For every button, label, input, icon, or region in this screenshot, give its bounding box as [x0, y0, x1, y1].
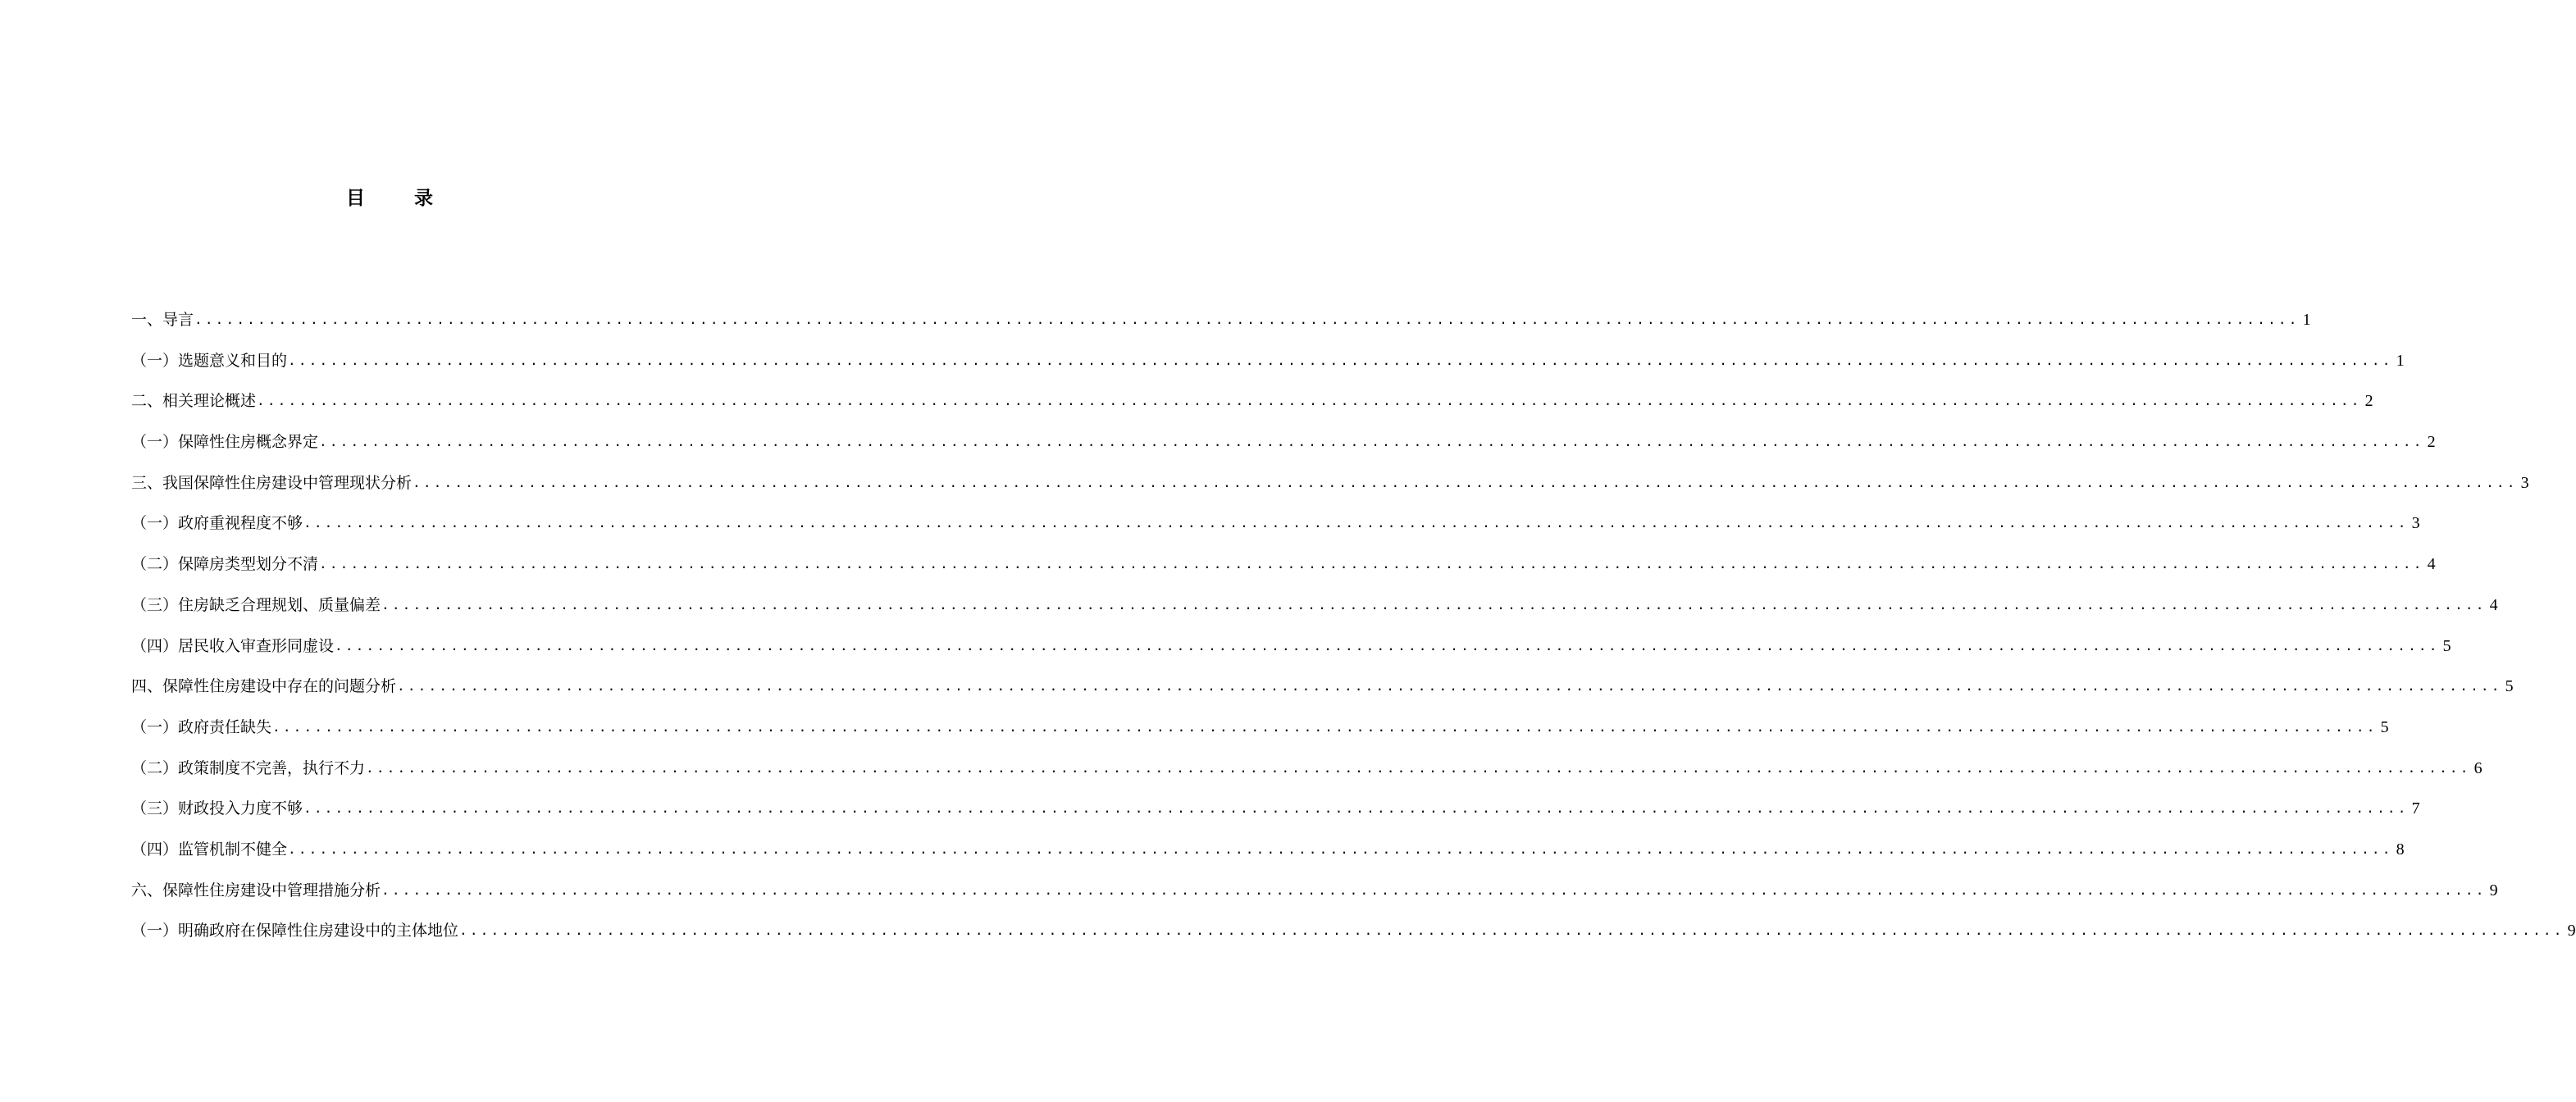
- toc-entry-page: 8: [2396, 840, 2405, 858]
- toc-entry-label: 四、保障性住房建设中存在的问题分析: [131, 677, 397, 696]
- toc-list: [131, 305, 2576, 957]
- toc-entry-page: 7: [2411, 799, 2420, 818]
- toc-entry[interactable]: [131, 835, 2405, 876]
- toc-entry-label: 六、保障性住房建设中管理措施分析: [131, 881, 381, 899]
- toc-entry-label: （一）选题意义和目的: [131, 351, 288, 370]
- toc-leader-dots: ........................................................................................................................................................................................................: [397, 678, 2502, 694]
- toc-entry-page: 1: [2302, 311, 2311, 329]
- toc-entry-page: 2: [2364, 392, 2373, 411]
- toc-entry[interactable]: [131, 876, 2498, 917]
- toc-entry-page: 4: [2427, 555, 2436, 574]
- toc-entry-label: （三）住房缺乏合理规划、质量偏差: [131, 595, 381, 614]
- toc-leader-dots: ........................................................................................................................................................................................................: [319, 556, 2424, 572]
- toc-leader-dots: ........................................................................................................................................................................................................: [257, 393, 2362, 409]
- toc-entry-page: 4: [2489, 595, 2498, 614]
- toc-entry-page: 2: [2427, 433, 2436, 452]
- toc-entry[interactable]: [131, 672, 2514, 713]
- toc-leader-dots: ........................................................................................................................................................................................................: [288, 352, 2393, 368]
- toc-entry-label: 一、导言: [131, 311, 194, 329]
- toc-entry-label: （一）明确政府在保障性住房建设中的主体地位: [131, 922, 459, 940]
- toc-entry-page: 9: [2489, 881, 2498, 899]
- toc-entry-page: 9: [2567, 922, 2576, 940]
- toc-leader-dots: ........................................................................................................................................................................................................: [381, 881, 2487, 898]
- toc-entry-page: 3: [2520, 473, 2529, 492]
- toc-leader-dots: ........................................................................................................................................................................................................: [194, 312, 2300, 327]
- toc-entry[interactable]: [131, 754, 2483, 795]
- toc-entry-page: 5: [2380, 717, 2389, 736]
- toc-entry[interactable]: [131, 916, 2576, 957]
- toc-leader-dots: ........................................................................................................................................................................................................: [413, 474, 2518, 490]
- toc-entry-label: 二、相关理论概述: [131, 392, 257, 411]
- toc-entry-page: 3: [2411, 514, 2420, 533]
- toc-entry-label: （三）财政投入力度不够: [131, 799, 303, 818]
- toc-entry[interactable]: [131, 305, 2311, 346]
- toc-leader-dots: ........................................................................................................................................................................................................: [335, 637, 2440, 653]
- toc-leader-dots: ........................................................................................................................................................................................................: [381, 596, 2487, 612]
- toc-entry[interactable]: [131, 427, 2436, 468]
- toc-leader-dots: ........................................................................................................................................................................................................: [272, 718, 2378, 735]
- toc-leader-dots: ........................................................................................................................................................................................................: [319, 434, 2424, 450]
- toc-entry-page: 1: [2396, 351, 2405, 370]
- page-title: 目 录: [345, 188, 454, 209]
- toc-entry-page: 5: [2505, 677, 2514, 696]
- toc-leader-dots: ........................................................................................................................................................................................................: [459, 922, 2565, 939]
- toc-leader-dots: ........................................................................................................................................................................................................: [303, 515, 2409, 531]
- toc-entry-label: （一）政府责任缺失: [131, 717, 272, 736]
- toc-entry[interactable]: [131, 468, 2529, 509]
- toc-entry[interactable]: [131, 386, 2373, 427]
- toc-leader-dots: ........................................................................................................................................................................................................: [303, 800, 2409, 817]
- toc-entry-label: （二）保障房类型划分不清: [131, 555, 319, 574]
- toc-entry[interactable]: [131, 713, 2389, 754]
- toc-entry[interactable]: [131, 549, 2436, 590]
- toc-entry-label: （一）保障性住房概念界定: [131, 433, 319, 452]
- toc-entry-page: 5: [2442, 636, 2451, 655]
- toc-entry-label: 三、我国保障性住房建设中管理现状分析: [131, 473, 413, 492]
- toc-entry[interactable]: [131, 631, 2451, 672]
- toc-entry-label: （一）政府重视程度不够: [131, 514, 303, 533]
- toc-entry[interactable]: [131, 508, 2420, 549]
- toc-leader-dots: ........................................................................................................................................................................................................: [366, 759, 2471, 776]
- toc-entry-label: （四）监管机制不健全: [131, 840, 288, 858]
- toc-entry[interactable]: [131, 794, 2420, 835]
- toc-entry-page: 6: [2473, 758, 2483, 777]
- toc-entry[interactable]: [131, 346, 2405, 387]
- toc-entry-label: （四）居民收入审查形同虚设: [131, 636, 335, 655]
- toc-leader-dots: ........................................................................................................................................................................................................: [288, 840, 2393, 857]
- toc-entry-label: （二）政策制度不完善，执行不力: [131, 758, 366, 777]
- toc-entry[interactable]: [131, 590, 2498, 631]
